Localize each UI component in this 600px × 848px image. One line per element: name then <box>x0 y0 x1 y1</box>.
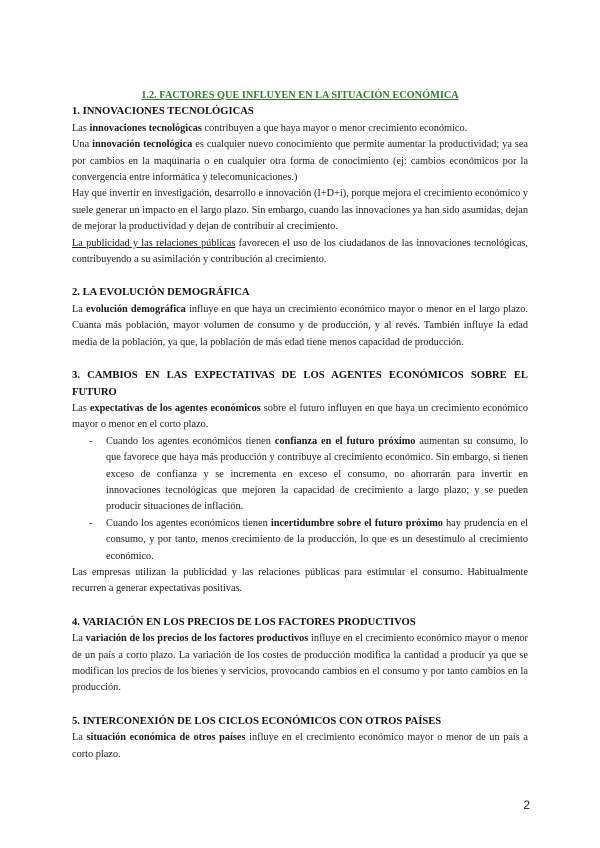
section-3-paragraph-2: Las empresas utilizan la publicidad y las relaciones públicas para estimular el consumo. Habitualmente recurren a generar expectativas positivas. <box>72 566 528 595</box>
section-1-paragraph-2: Una innovación tecnológica es cualquier nuevo conocimiento que permite aumentar la productividad; ya sea por cambios en la maquinaria o en cualquier otra forma de conocimiento (ej: cambios económicos por la convergencia entre informática y telecomunicaciones.) <box>72 139 528 184</box>
section-2-heading: 2. LA EVOLUCIÓN DEMOGRÁFICA <box>72 287 250 299</box>
section-1-paragraph-1: Las innovaciones tecnológicas contribuyen a que haya mayor o menor crecimiento económico. <box>72 122 468 134</box>
section-3-paragraph-1: Las expectativas de los agentes económicos sobre el futuro influyen en que haya un crecimiento económico mayor o menor en el corto plazo. <box>72 402 528 431</box>
chapter-title: 1.2. FACTORES QUE INFLUYEN EN LA SITUACIÓN ECONÓMICA <box>141 90 459 101</box>
section-3-bullet-list <box>72 434 528 565</box>
section-4-heading: 4. VARIACIÓN EN LOS PRECIOS DE LOS FACTORES PRODUCTIVOS <box>72 616 416 628</box>
section-2-paragraph-1: La evolución demográfica influye en que haya un crecimiento económico mayor o menor en el largo plazo. Cuanta más población, mayor volumen de consumo y de producción, y al revés. También influye la edad media de la población, ya que, la población de más edad tiene menos capacidad de producción. <box>72 303 528 348</box>
document-page <box>72 88 528 763</box>
section-5-paragraph-1: La situación económica de otros países influye en el crecimiento económico mayor o menor de un país a corto plazo. <box>72 732 528 760</box>
list-item: - Cuando los agentes económicos tienen incertidumbre sobre el futuro próximo hay prudencia en el consumo, y por tanto, menos crecimiento de la producción, lo que es un desestímulo al crecimiento económico. <box>89 517 528 562</box>
section-4-paragraph-1: La variación de los precios de los factores productivos influye en el crecimiento económico mayor o menor de un país a corto plazo. La variación de los costes de producción modifica la cantidad a producir ya que se modifican los precios de los bienes y servicios, provocando cambios en el consumo y por tanto cambios en la producción. <box>72 633 528 694</box>
section-1-heading: 1. INNOVACIONES TECNOLÓGICAS <box>72 106 254 118</box>
page-number: 2 <box>523 798 530 812</box>
list-item: - Cuando los agentes económicos tienen confianza en el futuro próximo aumentan su consumo, lo que favorece que haya más producción y contribuye al crecimiento económico. Sin embargo, si tienen exceso de confianza y se incrementa en exceso el consumo, no ahorrarán para invertir en innovaciones tecnológicas que mejoren la capacidad de crecimiento a largo plazo; y se pueden producir situaciones de inflación. <box>89 435 528 513</box>
section-1-paragraph-3: Hay que invertir en investigación, desarrollo e innovación (I+D+i), porque mejora el crecimiento económico y suele generar un impacto en el largo plazo. Sin embargo, cuando las innovaciones ya han sido asumidas, dejan de mejorar la productividad y dejan de contribuir al crecimiento. <box>72 188 528 233</box>
section-5-heading: 5. INTERCONEXIÓN DE LOS CICLOS ECONÓMICOS CON OTROS PAÍSES <box>72 715 442 727</box>
section-1-paragraph-4: La publicidad y las relaciones públicas favorecen el uso de los ciudadanos de las innovaciones tecnológicas, contribuyendo a su asimilación y contribución al crecimiento. <box>72 237 528 266</box>
section-3-heading: 3. CAMBIOS EN LAS EXPECTATIVAS DE LOS AGENTES ECONÓMICOS SOBRE EL FUTURO <box>72 370 528 398</box>
